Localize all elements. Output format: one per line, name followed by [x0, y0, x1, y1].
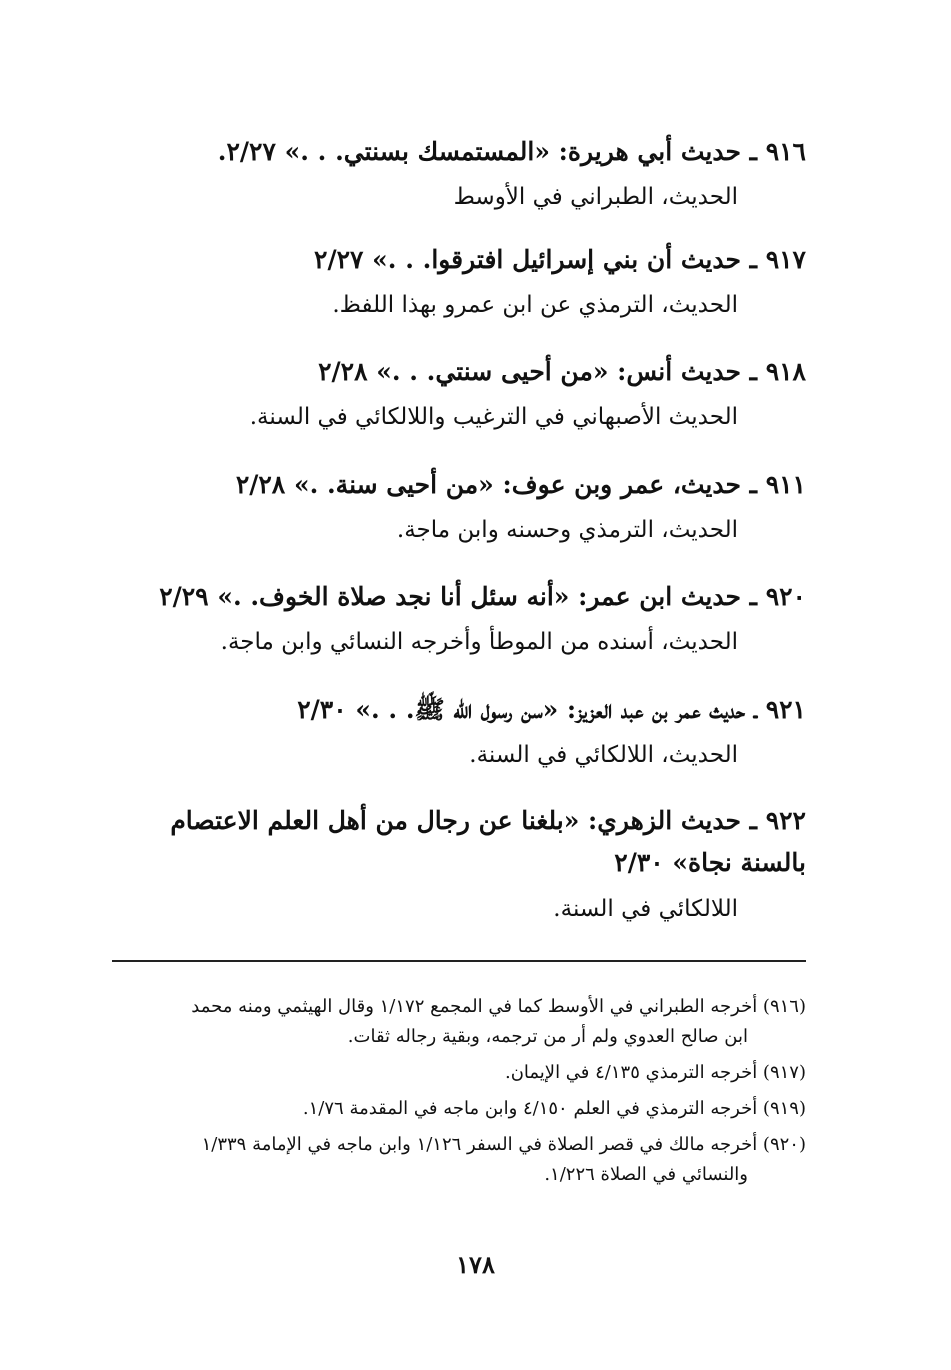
- footnote: [106, 992, 806, 1052]
- footnote-continuation: ابن صالح العدوي ولم أر من ترجمه، وبقية رجاله ثقات.: [347, 1026, 748, 1047]
- entry-body: اللالكائي في السنة.: [553, 896, 738, 922]
- entry-body: الحديث، الترمذي عن ابن عمرو بهذا اللفظ.: [332, 292, 738, 318]
- footnote-text: (٩١٦) أخرجه الطبراني في الأوسط كما في المجمع ١/١٧٢ وقال الهيثمي ومنه محمد: [191, 996, 806, 1017]
- footnote-text: (٩١٩) أخرجه الترمذي في العلم ٤/١٥٠ وابن ماجه في المقدمة ١/٧٦.: [302, 1098, 806, 1119]
- footnote: [106, 1094, 806, 1124]
- entry-title: ٩٢٠ ـ حديث ابن عمر: «أنه سئل أنا نجد صلاة الخوف. .» ٢/٢٩: [159, 582, 806, 611]
- entry-917: [314, 240, 806, 324]
- entry-title: ٩٢١ ـ حديث عمر بن عبد العزيز: «سن رسول الله ﷺ. . .» ٢/٣٠: [297, 695, 806, 724]
- footnote-text: (٩٢٠) أخرجه مالك في قصر الصلاة في السفر ١/١٢٦ وابن ماجه في الإمامة ١/٣٣٩: [201, 1134, 806, 1155]
- footnote-continuation: والنسائي في الصلاة ١/٢٢٦.: [544, 1164, 748, 1185]
- footnote: [106, 1058, 806, 1088]
- entry-916: [218, 132, 806, 216]
- entry-title: ٩٢٢ ـ حديث الزهري: «بلغنا عن رجال من أهل العلم الاعتصام بالسنة نجاة» ٢/٣٠: [170, 806, 806, 877]
- entry-920: [159, 577, 806, 661]
- entry-922: [106, 800, 806, 928]
- entry-919: [236, 465, 806, 549]
- footnote: [106, 1130, 806, 1190]
- entry-body: الحديث، اللالكائي في السنة.: [469, 742, 738, 768]
- entry-title: ٩١٧ ـ حديث أن بني إسرائيل افترقوا. . .» ٢/٢٧: [314, 245, 806, 274]
- footnotes: [106, 992, 806, 1196]
- entry-918: [250, 352, 806, 436]
- footnote-divider: [112, 960, 806, 962]
- entry-body: الحديث، الترمذي وحسنه وابن ماجة.: [396, 517, 738, 543]
- footnote-text: (٩١٧) أخرجه الترمذي ٤/١٣٥ في الإيمان.: [504, 1062, 806, 1083]
- entry-title: ٩١٦ ـ حديث أبي هريرة: «المستمسك بسنتي. . .» ٢/٢٧.: [217, 137, 806, 166]
- page-number: ١٧٨: [456, 1250, 495, 1279]
- entry-title: ٩١٨ ـ حديث أنس: «من أحيى سنتي. . .» ٢/٢٨: [318, 357, 806, 386]
- entry-body: الحديث، أسنده من الموطأ وأخرجه النسائي وابن ماجة.: [220, 629, 738, 655]
- entry-body: الحديث الأصبهاني في الترغيب واللالكائي في السنة.: [249, 404, 738, 430]
- entry-body: الحديث، الطبراني في الأوسط: [453, 184, 738, 210]
- entry-title: ٩١١ ـ حديث، عمر وبن عوف: «من أحيى سنة. .» ٢/٢٨: [235, 470, 806, 499]
- entry-921: [297, 690, 806, 774]
